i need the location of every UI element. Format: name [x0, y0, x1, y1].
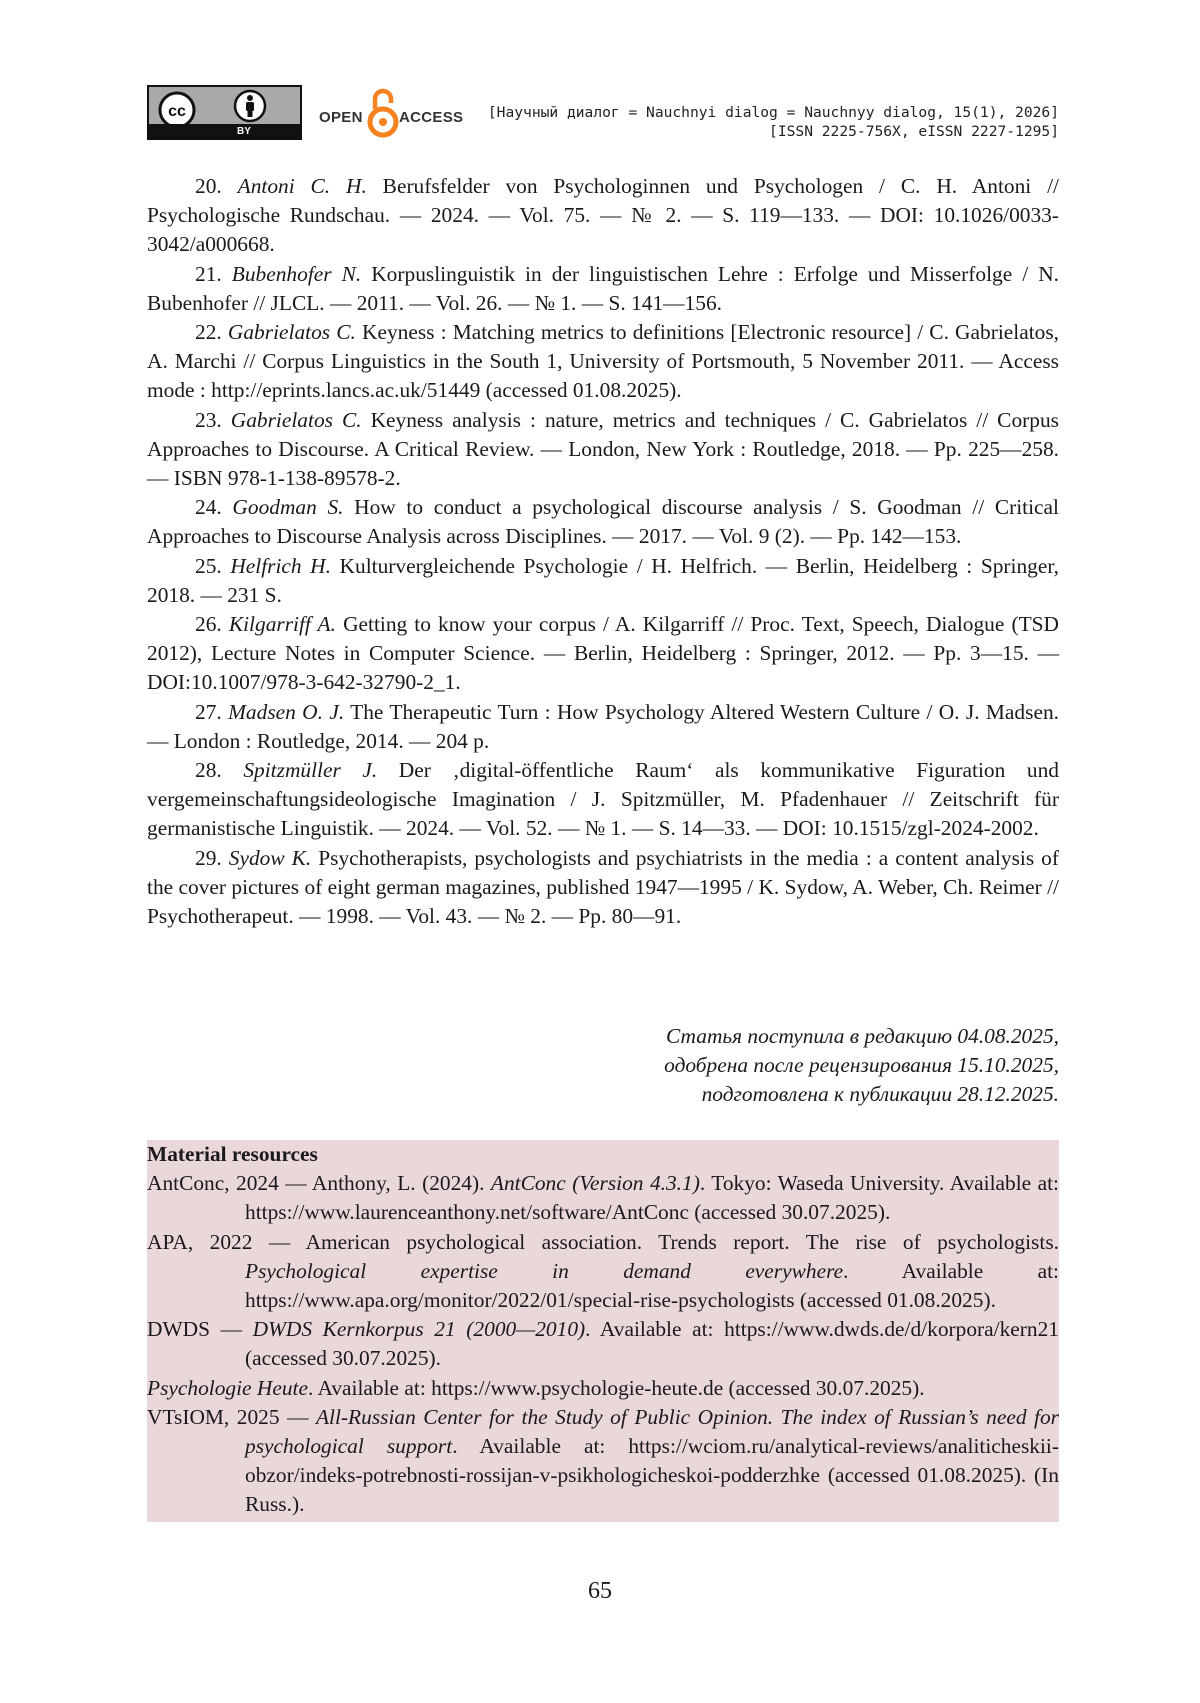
open-access-lock-icon	[367, 87, 399, 139]
reference-item: 21. Bubenhofer N. Korpuslinguistik in der linguistischen Lehre : Erfolge und Misserfolge / N. Bubenhofer // JLCL. — 2011. — Vol. 26. — № 1. — S. 141—156.	[147, 261, 1059, 315]
reference-item: 29. Sydow K. Psychotherapists, psychologists and psychiatrists in the media : a content analysis of the cover pictures of eight german magazines, published 1947—1995 / K. Sydow, A. Weber, Ch. Reimer // Psychotherapeut. — 1998. — Vol. 43. — № 2. — Pp. 80—91.	[147, 845, 1059, 929]
resource-item: VTsIOM, 2025 — All-Russian Center for the Study of Public Opinion. The index of Russian’s need for psychological support. Available at: https://wciom.ru/analytical-reviews/analiticheskii-obzor/indeks-potrebnosti-rossijan-v-psikhologicheskoi-podderzhke (accessed 01.08.2025). (In Russ.).	[147, 1404, 1060, 1517]
page-header	[147, 85, 1059, 143]
reference-author: Goodman S.	[232, 495, 344, 520]
reference-author: Madsen O. J.	[228, 699, 345, 724]
reference-item: 22. Gabrielatos C. Keyness : Matching metrics to definitions [Electronic resource] / C. Gabrielatos, A. Marchi // Corpus Linguistics in the South 1, University of Portsmouth, 5 November 2011. — Access mode : http://eprints.lancs.ac.uk/51449 (accessed 01.08.2025).	[147, 320, 1060, 403]
journal-issn-line: [ISSN 2225-756X, eISSN 2227-1295]	[769, 123, 1059, 140]
resource-item: Psychologie Heute. Available at: https://www.psychologie-heute.de (accessed 30.07.2025).	[147, 1375, 925, 1400]
resource-item: AntConc, 2024 — Anthony, L. (2024). AntConc (Version 4.3.1). Tokyo: Waseda University. Available at: https://www.laurenceanthony.net/software/AntConc (accessed 30.07.2025).	[147, 1171, 1059, 1225]
reference-author: Gabrielatos C.	[230, 407, 362, 432]
reference-author: Gabrielatos C.	[227, 320, 356, 345]
cc-by-license-badge[interactable]	[147, 85, 302, 140]
material-resources-title: Material resources	[147, 1142, 318, 1166]
reference-list	[147, 172, 1059, 931]
by-label: BY	[237, 126, 251, 137]
resource-item: APA, 2022 — American psychological association. Trends report. The rise of psychologists. Psychological expertise in demand everywhere. Available at: https://www.apa.org/monitor/2022/01/special-rise-psychologists (accessed 01.08.2025).	[147, 1229, 1060, 1313]
reference-author: Antoni C. H.	[237, 174, 367, 198]
material-resources-box	[147, 1140, 1059, 1522]
by-strip	[149, 124, 300, 138]
resource-item: DWDS — DWDS Kernkorpus 21 (2000—2010). Available at: https://www.dwds.de/d/korpora/kern21 (accessed 30.07.2025).	[147, 1317, 1059, 1371]
prepared-date: подготовлена к публикации 28.12.2025.	[701, 1082, 1059, 1106]
access-label: ACCESS	[399, 109, 464, 126]
reference-item: 25. Helfrich H. Kulturvergleichende Psychologie / H. Helfrich. — Berlin, Heidelberg : Springer, 2018. — 231 S.	[147, 553, 1059, 607]
open-access-logo[interactable]	[319, 87, 469, 139]
journal-title-line: [Научный диалог = Nauchnyi dialog = Nauchnyy dialog, 15(1), 2026]	[487, 104, 1059, 121]
reference-author: Bubenhofer N.	[231, 261, 362, 286]
reference-author: Kilgarriff A.	[228, 612, 336, 637]
reference-author: Spitzmüller J.	[243, 758, 378, 783]
reference-item: 26. Kilgarriff A. Getting to know your corpus / A. Kilgarriff // Proc. Text, Speech, Dialogue (TSD 2012), Lecture Notes in Computer Science. — Berlin, Heidelberg : Springer, 2012. — Pp. 3—15. — DOI:10.1007/978-3-642-32790-2_1.	[147, 612, 1059, 695]
approved-date: одобрена после рецензирования 15.10.2025,	[664, 1053, 1059, 1077]
reference-item: 24. Goodman S. How to conduct a psychological discourse analysis / S. Goodman // Critical Approaches to Discourse Analysis across Disciplines. — 2017. — Vol. 9 (2). — Pp. 142—153.	[147, 495, 1059, 549]
page-number: 65	[588, 1578, 612, 1604]
reference-item: 28. Spitzmüller J. Der ‚digital-öffentliche Raum‘ als kommunikative Figuration und vergemeinschaftungsideologische Imagination / J. Spitzmüller, M. Pfadenhauer // Zeitschrift für germanistische Linguistik. — 2024. — Vol. 52. — № 1. — S. 14—33. — DOI: 10.1515/zgl-2024-2002.	[147, 758, 1059, 841]
open-label: OPEN	[319, 109, 363, 126]
reference-author: Helfrich H.	[230, 553, 331, 578]
reference-item: 27. Madsen O. J. The Therapeutic Turn : How Psychology Altered Western Culture / O. J. Madsen. — London : Routledge, 2014. — 204 p.	[147, 699, 1059, 753]
received-date: Статья поступила в редакцию 04.08.2025,	[665, 1024, 1059, 1048]
by-person-icon	[233, 89, 267, 123]
journal-citation	[488, 103, 1059, 141]
svg-text:cc: cc	[168, 103, 186, 120]
reference-author: Sydow K.	[228, 845, 312, 870]
submission-dates	[664, 1022, 1059, 1109]
reference-item: 20. Antoni C. H. Berufsfelder von Psychologinnen und Psychologen / C. H. Antoni // Psychologische Rundschau. — 2024. — Vol. 75. — № 2. — S. 119—133. — DOI: 10.1026/0033-3042/a000668.	[147, 174, 1059, 257]
reference-item: 23. Gabrielatos C. Keyness analysis : nature, metrics and techniques / C. Gabrielatos // Corpus Approaches to Discourse. A Critical Review. — London, New York : Routledge, 2018. — Pp. 225—258. — ISBN 978-1-138-89578-2.	[147, 407, 1059, 491]
